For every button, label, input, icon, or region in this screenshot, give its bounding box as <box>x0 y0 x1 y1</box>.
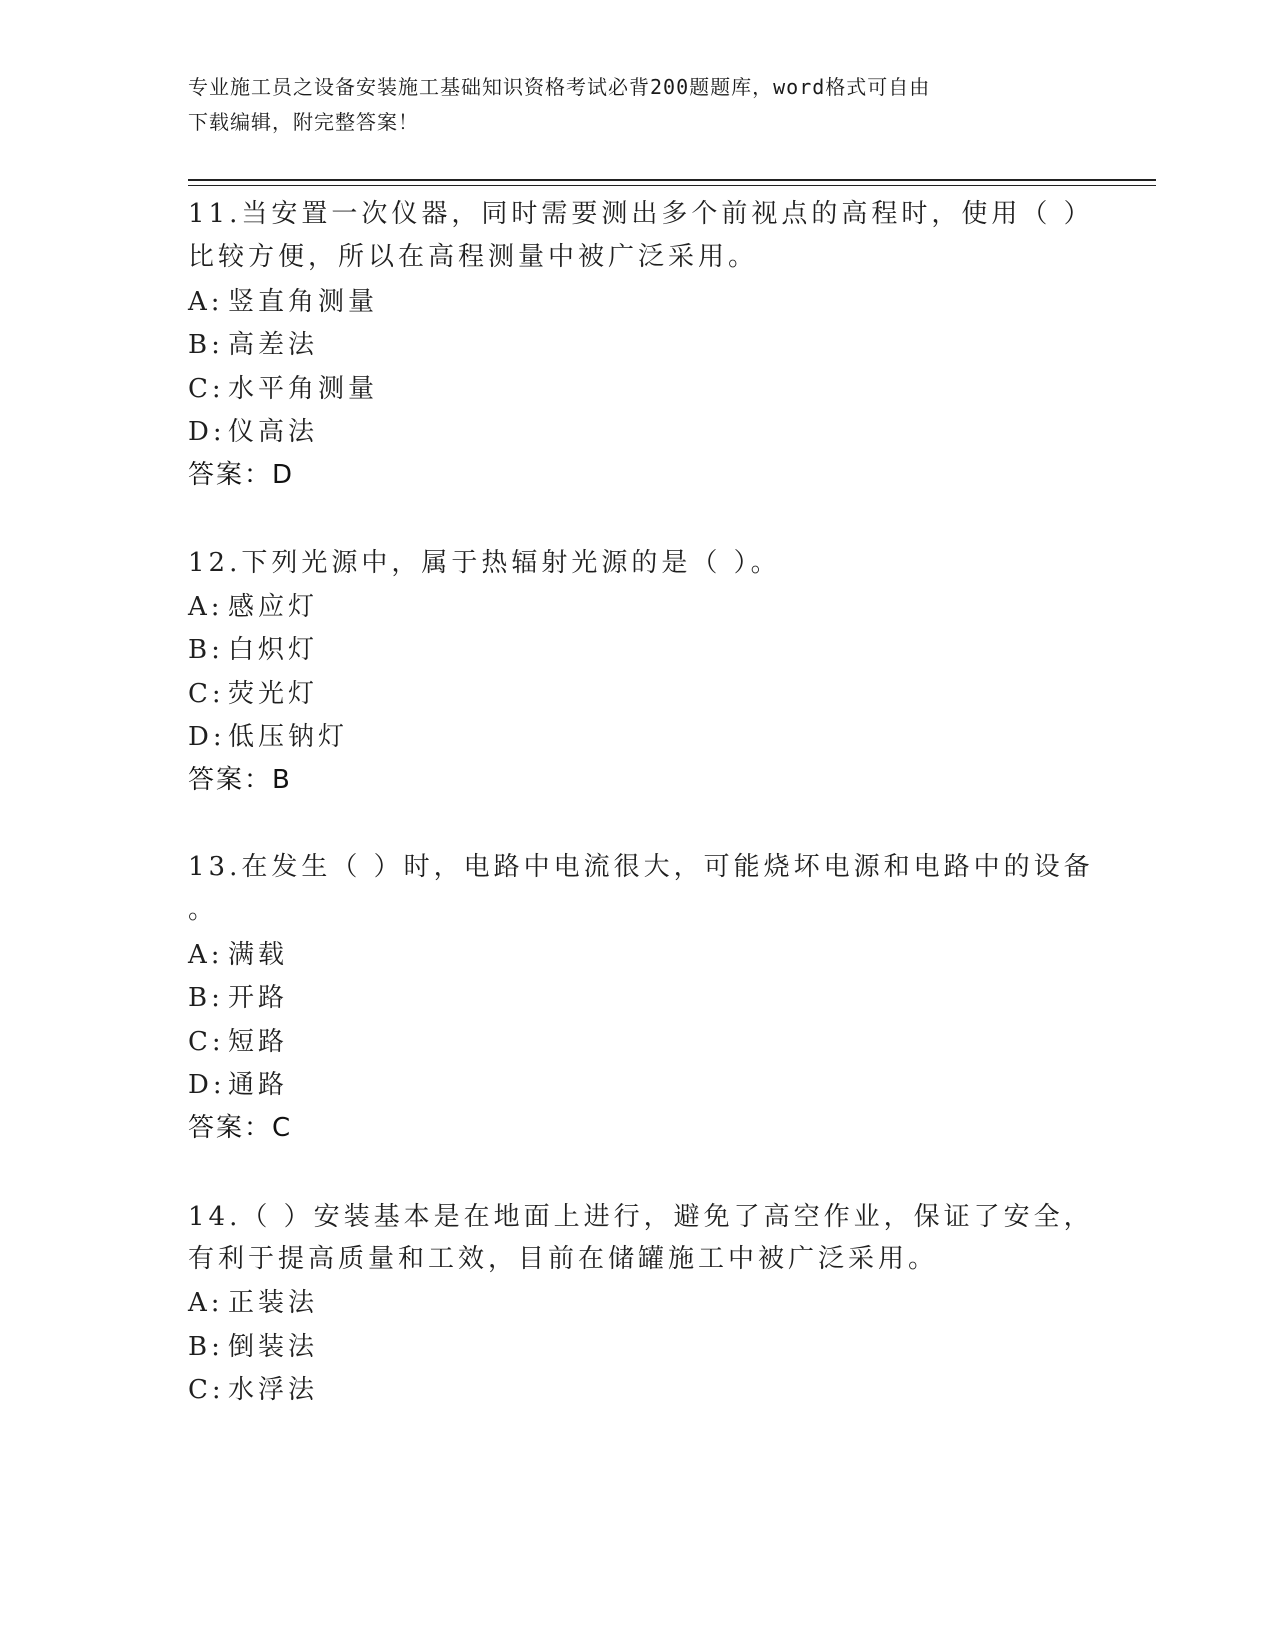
option-text: 白炽灯 <box>228 635 319 665</box>
question-13-answer: 答案：C <box>188 1113 293 1143</box>
question-11-option-d <box>188 411 318 448</box>
question-14-option-a <box>188 1282 318 1319</box>
question-14-stem-line-2: 有利于提高质量和工效，目前在储罐施工中被广泛采用。 <box>188 1244 939 1274</box>
question-14-option-c <box>188 1369 318 1406</box>
question-14-stem-line-1: 14.（ ）安装基本是在地面上进行，避免了高空作业，保证了安全， <box>188 1202 1094 1232</box>
option-text: 正装法 <box>228 1288 319 1318</box>
option-letter: C: <box>188 679 225 709</box>
question-11-option-c <box>188 368 378 405</box>
option-letter: A: <box>188 940 224 970</box>
question-11-answer: 答案：D <box>188 460 295 490</box>
header-line-1: 专业施工员之设备安装施工基础知识资格考试必背200题题库，word格式可自由 <box>188 75 931 99</box>
option-text: 水浮法 <box>228 1375 319 1405</box>
option-letter: B: <box>188 1332 224 1362</box>
option-letter: B: <box>188 330 224 360</box>
option-text: 短路 <box>228 1027 289 1057</box>
question-12-stem-line-1: 12.下列光源中，属于热辐射光源的是（ ）。 <box>188 548 781 578</box>
question-12-option-c <box>188 673 318 710</box>
question-11-option-a <box>188 281 378 318</box>
option-letter: D: <box>188 417 226 447</box>
option-text: 通路 <box>228 1070 289 1100</box>
option-text: 竖直角测量 <box>228 287 379 317</box>
header-divider <box>188 179 1156 186</box>
question-13-option-b <box>188 977 288 1014</box>
option-text: 倒装法 <box>228 1332 319 1362</box>
option-text: 满载 <box>228 940 289 970</box>
question-12-option-b <box>188 629 318 666</box>
question-12-answer: 答案：B <box>188 765 292 795</box>
question-11-option-b <box>188 324 318 361</box>
option-letter: C: <box>188 374 225 404</box>
option-text: 荧光灯 <box>228 679 319 709</box>
option-letter: D: <box>188 1070 226 1100</box>
option-letter: B: <box>188 983 224 1013</box>
question-13-option-c <box>188 1021 288 1058</box>
option-text: 水平角测量 <box>228 374 379 404</box>
question-12-option-a <box>188 586 318 623</box>
option-letter: A: <box>188 592 224 622</box>
question-14-option-b <box>188 1326 318 1363</box>
option-letter: A: <box>188 287 224 317</box>
option-letter: D: <box>188 722 226 752</box>
option-text: 感应灯 <box>228 592 319 622</box>
question-13-option-d <box>188 1064 288 1101</box>
option-letter: A: <box>188 1288 224 1318</box>
option-text: 仪高法 <box>228 417 319 447</box>
question-11-stem-line-2: 比较方便，所以在高程测量中被广泛采用。 <box>188 242 759 272</box>
option-letter: B: <box>188 635 224 665</box>
question-11-stem-line-1: 11.当安置一次仪器，同时需要测出多个前视点的高程时，使用（ ） <box>188 199 1094 229</box>
document-header <box>188 70 1088 140</box>
question-12-option-d <box>188 716 348 753</box>
question-13-stem-line-2: 。 <box>188 895 219 925</box>
option-letter: C: <box>188 1375 225 1405</box>
question-13-stem-line-1: 13.在发生（ ）时，电路中电流很大，可能烧坏电源和电路中的设备 <box>188 852 1094 882</box>
option-text: 低压钠灯 <box>228 722 349 752</box>
question-13-option-a <box>188 934 288 971</box>
option-text: 高差法 <box>228 330 319 360</box>
header-line-2: 下载编辑，附完整答案！ <box>188 110 419 134</box>
option-text: 开路 <box>228 983 289 1013</box>
option-letter: C: <box>188 1027 225 1057</box>
